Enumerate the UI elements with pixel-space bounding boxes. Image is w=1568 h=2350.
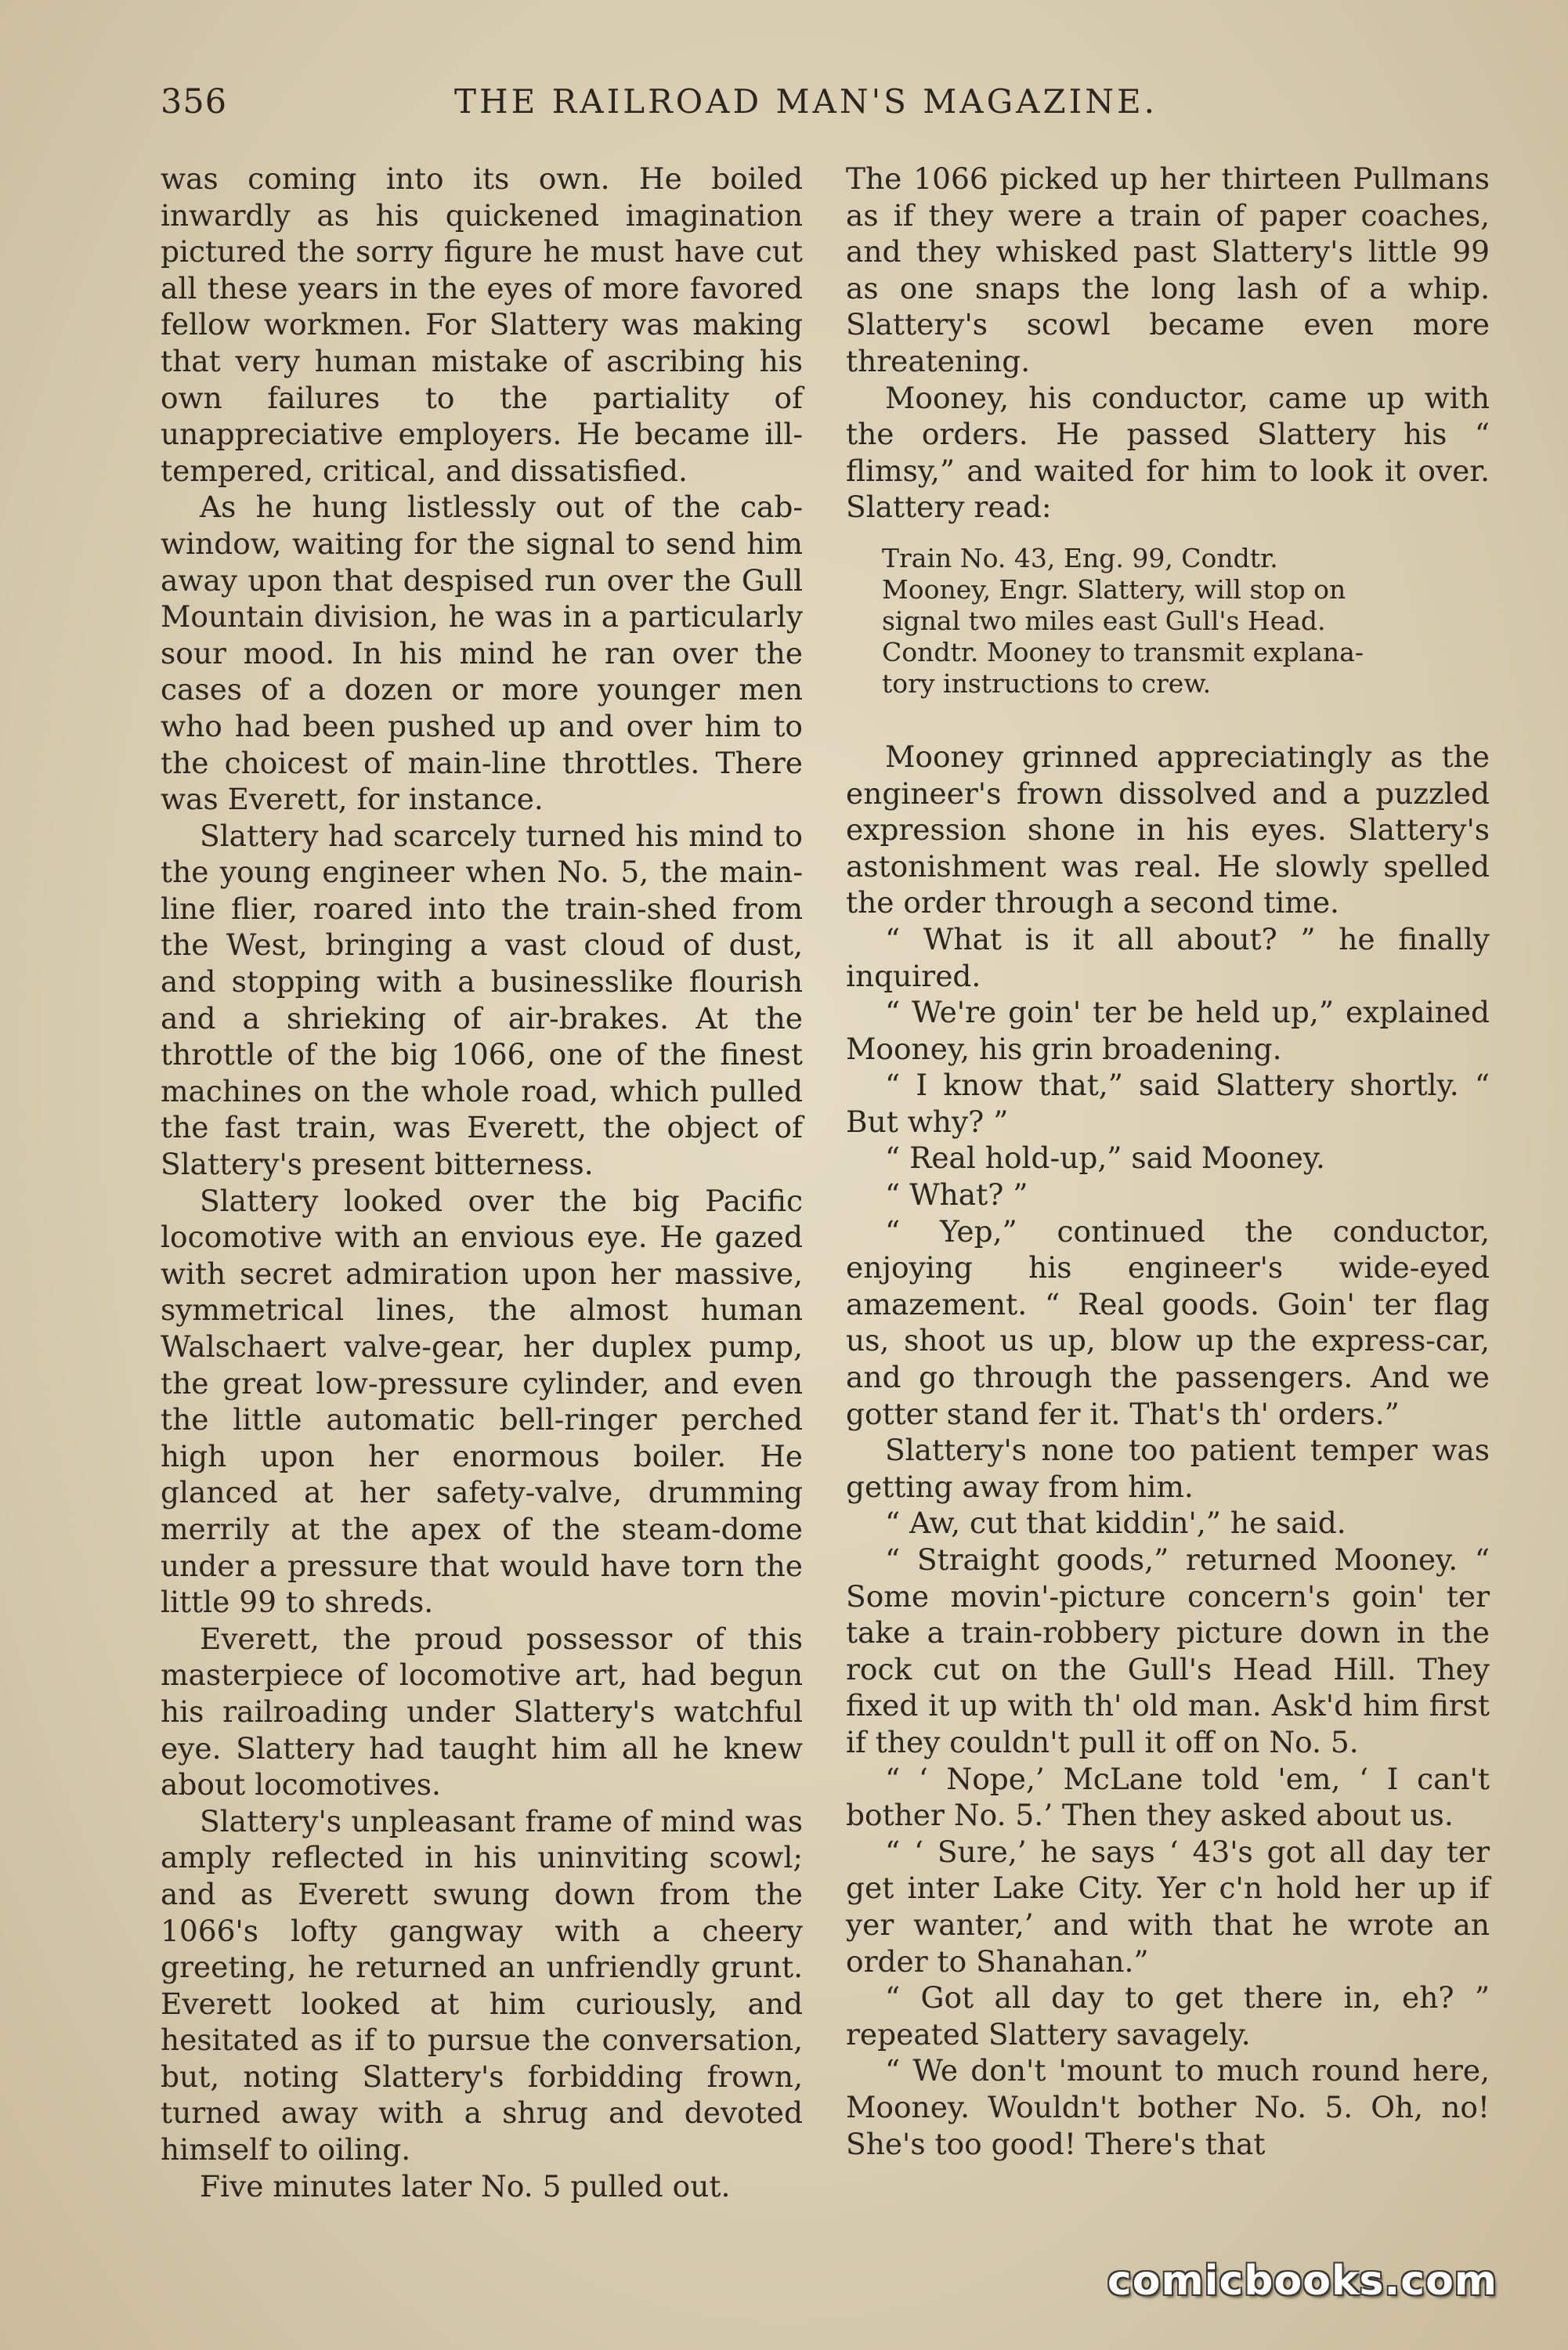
paragraph: was coming into its own. He boiled inwardly as his quickened imagination pictured the sorry figure he must have cut all these years in the eyes of more favored fellow workmen. For Slattery was making that very human mistake of ascribing his own failures to the partiality of unappreciative employers. He became ill-tempered, critical, and dissatisfied. bbox=[161, 161, 803, 488]
left-column bbox=[161, 161, 803, 2204]
paragraph: Slattery had scarcely turned his mind to the young engineer when No. 5, the main-line flier, roared into the train-shed from the West, bringing a vast cloud of dust, and stopping with a businesslike flourish and a shrieking of air-brakes. At the throttle of the big 1066, one of the finest machines on the whole road, which pulled the fast train, was Everett, the object of Slattery's present bitterness. bbox=[161, 818, 803, 1182]
paragraph: “ Aw, cut that kiddin',” he said. bbox=[885, 1506, 1346, 1541]
paragraph: “ Yep,” continued the conductor, enjoying his engineer's wide-eyed amazement. “ Real goods. Goin' ter flag us, shoot us up, blow up the express-car, and go through the passengers. And we gotter stand fer it. That's th' orders.” bbox=[846, 1213, 1490, 1431]
paragraph: “ What? ” bbox=[885, 1177, 1028, 1213]
paragraph: Slattery looked over the big Pacific locomotive with an envious eye. He gazed with secret admiration upon her massive, symmetrical lines, the almost human Walschaert valve-gear, her duplex pump, the great low-pressure cylinder, and even the little automatic bell-ringer perched high upon her enormous boiler. He glanced at her safety-valve, drumming merrily at the apex of the steam-dome under a pressure that would have torn the little 99 to shreds. bbox=[161, 1183, 803, 1620]
page-number: 356 bbox=[161, 82, 228, 121]
paragraph: Five minutes later No. 5 pulled out. bbox=[200, 2168, 731, 2204]
paragraph: Mooney grinned appreciatingly as the engineer's frown dissolved and a puzzled expression shone in his eyes. Slattery's astonishment was real. He slowly spelled the order through a second time. bbox=[846, 739, 1490, 920]
paragraph: “ Real hold-up,” said Mooney. bbox=[885, 1141, 1325, 1176]
paragraph: “ Got all day to get there in, eh? ” repeated Slattery savagely. bbox=[846, 1980, 1490, 2052]
paragraph: “ We're goin' ter be held up,” explained Mooney, his grin broadening. bbox=[846, 995, 1490, 1066]
order-line: Train No. 43, Eng. 99, Condtr. bbox=[882, 542, 1278, 573]
right-column bbox=[846, 161, 1490, 2162]
paragraph: “ We don't 'mount to much round here, Mooney. Wouldn't bother No. 5. Oh, no! She's too good! There's that bbox=[846, 2053, 1490, 2161]
page-header bbox=[161, 82, 1492, 129]
paragraph: “ Straight goods,” returned Mooney. “ Some movin'-picture concern's goin' ter take a train-robbery picture down in the rock cut on the Gull's Head Hill. They fixed it up with th' old man. Ask'd him first if they couldn't pull it off on No. 5. bbox=[846, 1542, 1490, 1759]
order-line: signal two miles east Gull's Head. bbox=[882, 605, 1326, 636]
paragraph: “ ‘ Sure,’ he says ‘ 43's got all day ter get inter Lake City. Yer c'n hold her up if yer wanter,’ and with that he wrote an order to Shanahan.” bbox=[846, 1834, 1490, 1979]
running-title: THE RAILROAD MAN'S MAGAZINE. bbox=[454, 82, 1158, 121]
paragraph: “ ‘ Nope,’ McLane told 'em, ‘ I can't bother No. 5.’ Then they asked about us. bbox=[846, 1761, 1490, 1833]
paragraph: The 1066 picked up her thirteen Pullmans as if they were a train of paper coaches, and they whisked past Slattery's little 99 as one snaps the long lash of a whip. Slattery's scowl became even more threatening. bbox=[846, 161, 1490, 378]
order-line: Condtr. Mooney to transmit explana- bbox=[882, 636, 1364, 667]
paragraph: “ What is it all about? ” he finally inquired. bbox=[846, 921, 1490, 993]
paragraph: Slattery's unpleasant frame of mind was amply reflected in his uninviting scowl; and as Everett swung down from the 1066's lofty gangway with a cheery greeting, he returned an unfriendly grunt. Everett looked at him curiously, and hesitated as if to pursue the conversation, but, noting Slattery's forbidding frown, turned away with a shrug and devoted himself to oiling. bbox=[161, 1803, 803, 2167]
train-order bbox=[882, 543, 1458, 700]
paragraph: As he hung listlessly out of the cab-window, waiting for the signal to send him away upon that despised run over the Gull Mountain division, he was in a particularly sour mood. In his mind he ran over the cases of a dozen or more younger men who had been pushed up and over him to the choicest of main-line throttles. There was Everett, for instance. bbox=[161, 490, 803, 817]
watermark-logo: comicbooks.com bbox=[1107, 2258, 1498, 2305]
paragraph: Slattery's none too patient temper was getting away from him. bbox=[846, 1433, 1490, 1504]
paragraph: Mooney, his conductor, came up with the orders. He passed Slattery his “ flimsy,” and waited for him to look it over. Slattery read: bbox=[846, 380, 1490, 525]
paragraph: “ I know that,” said Slattery shortly. “ But why? ” bbox=[846, 1068, 1490, 1139]
paragraph: Everett, the proud possessor of this masterpiece of locomotive art, had begun his railroading under Slattery's watchful eye. Slattery had taught him all he knew about locomotives. bbox=[161, 1621, 803, 1802]
order-line: tory instructions to crew. bbox=[882, 667, 1212, 699]
order-line: Mooney, Engr. Slattery, will stop on bbox=[882, 573, 1346, 605]
